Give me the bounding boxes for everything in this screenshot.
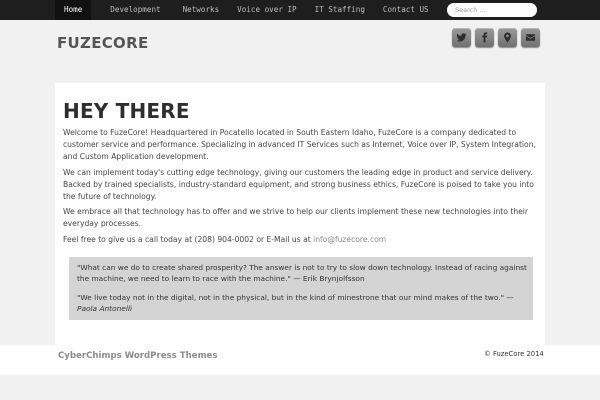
main-nav	[55, 0, 438, 20]
quote-author: Paola Antonelli	[77, 304, 132, 313]
quote-brynjolfsson: "What can we do to create shared prosperity? The answer is not to try to slow down technology. Instead of racing against the machine, we need to learn to race with the machine." — Erik Brynjolfsson	[77, 263, 527, 283]
quote-box	[69, 257, 533, 320]
facebook-icon[interactable]	[475, 28, 494, 47]
footer-credits-link[interactable]: CyberChimps WordPress Themes	[58, 351, 218, 361]
email-icon[interactable]	[521, 28, 540, 47]
twitter-icon[interactable]	[452, 28, 471, 47]
map-marker-icon[interactable]	[498, 28, 517, 47]
nav-item-it-staffing[interactable]: IT Staffing	[314, 5, 365, 14]
content-panel	[55, 83, 545, 345]
site-title[interactable]: FUZECORE	[57, 34, 149, 52]
nav-item-networks[interactable]: Networks	[182, 5, 220, 14]
quote-antonelli	[77, 292, 529, 314]
search-input[interactable]	[447, 3, 537, 17]
social-icons	[452, 28, 540, 47]
nav-item-contact-us[interactable]: Contact US	[382, 5, 429, 14]
nav-item-development[interactable]: Development	[110, 5, 161, 14]
embrace-paragraph: We embrace all that technology has to offer and we strive to help our clients implement these new technologies into their everyday processes.	[63, 207, 529, 228]
nav-item-home[interactable]: Home	[55, 0, 91, 20]
nav-item-voice-over-ip[interactable]: Voice over IP	[237, 5, 297, 14]
technology-paragraph: We can implement today's cutting edge technology, giving our customers the leading edge in product and service delivery. Backed by trained specialists, industry-standard equipment, and strong business ethics, FuzeCore is poised to take you into the future of technology.	[63, 168, 534, 201]
quote-text: "We live today not in the digital, not in the physical, but in the kind of minestrone that our mind makes of the two." —	[77, 293, 514, 302]
email-link[interactable]: info@fuzecore.com	[313, 235, 387, 244]
contact-paragraph	[63, 234, 541, 246]
intro-paragraph: Welcome to FuzeCore! Headquartered in Pocatello located in South Eastern Idaho, FuzeCore is a company dedicated to customer service and performance. Specializing in advanced IT Services such as Internet, Voice over IP, System Integration, and Custom Application development.	[63, 128, 536, 161]
footer-copyright: © FuzeCore 2014	[484, 350, 544, 358]
contact-text: Feel free to give us a call today at (208) 904-0002 or E-Mail us at	[63, 235, 314, 244]
page-heading: HEY THERE	[63, 99, 190, 123]
top-navigation-bar	[0, 0, 600, 20]
